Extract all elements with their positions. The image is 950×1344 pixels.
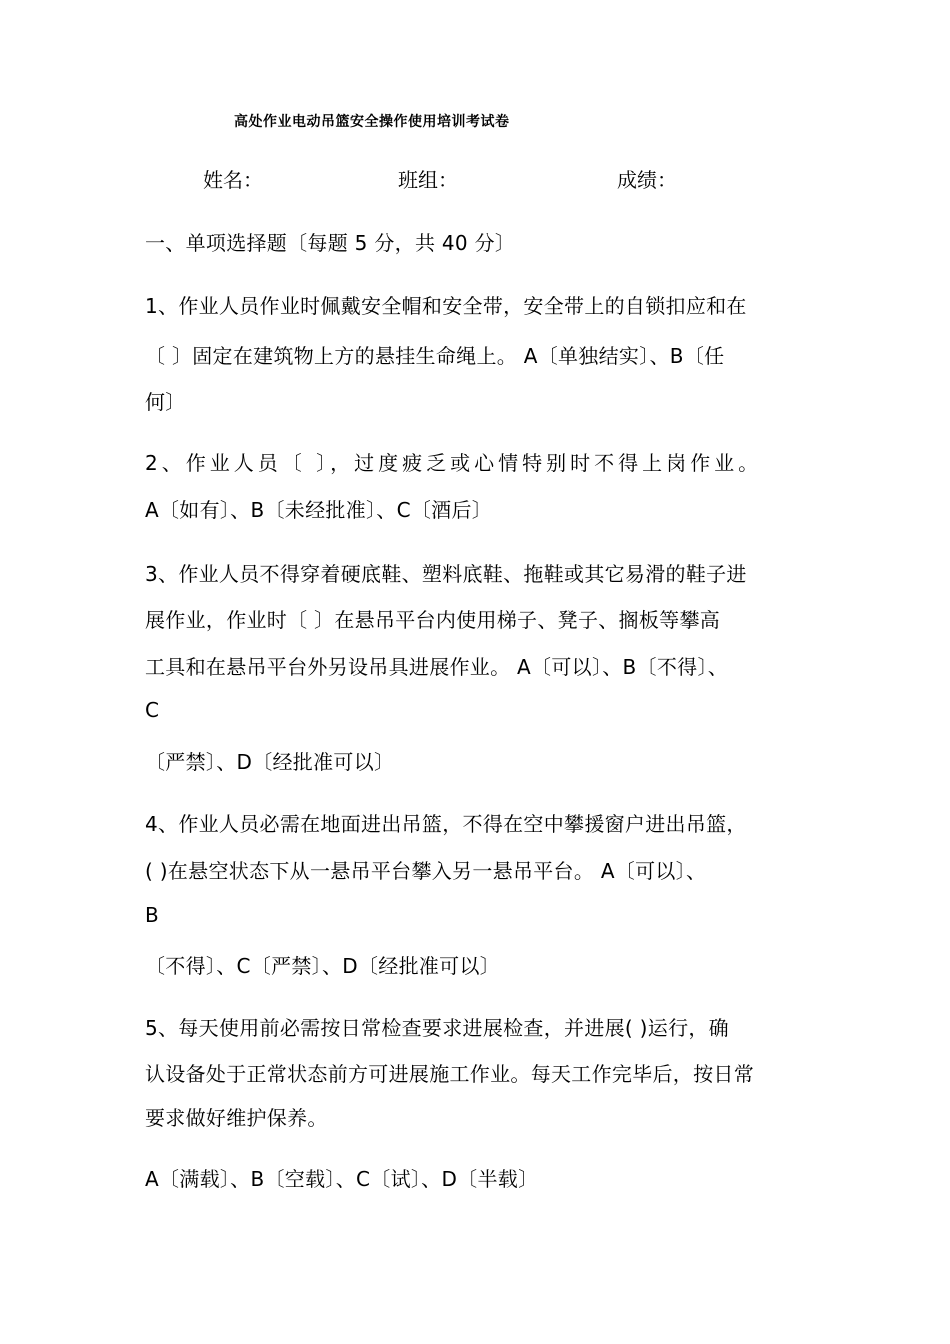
name-label: 姓名： (203, 168, 263, 192)
question-4-line-2: ( )在悬空状态下从一悬吊平台攀入另一悬吊平台。 A〔可以〕、 (145, 859, 707, 883)
score-label: 成绩： (617, 168, 677, 192)
question-1-line-2: 〔 〕固定在建筑物上方的悬挂生命绳上。 A〔单独结实〕、B〔任 (145, 344, 725, 368)
question-2-line-2: A〔如有〕、B〔未经批准〕、C〔酒后〕 (145, 498, 493, 522)
question-5-line-3: 要求做好维护保养。 (145, 1106, 328, 1130)
question-1-line-1: 1、作业人员作业时佩戴安全帽和安全带，安全带上的自锁扣应和在 (145, 294, 747, 318)
exam-title: 高处作业电动吊篮安全操作使用培训考试卷 (234, 114, 510, 130)
question-3-line-5: 〔严禁〕、D〔经批准可以〕 (145, 750, 395, 774)
question-5-line-4: A〔满载〕、B〔空载〕、C〔试〕、D〔半载〕 (145, 1167, 539, 1191)
group-label: 班组： (398, 168, 458, 192)
question-3-line-3: 工具和在悬吊平台外另设吊具进展作业。 A〔可以〕、B〔不得〕、 (145, 655, 729, 679)
question-4-line-4: 〔不得〕、C〔严禁〕、D〔经批准可以〕 (145, 954, 501, 978)
question-5-line-2: 认设备处于正常状态前方可进展施工作业。每天工作完毕后，按日常 (145, 1062, 754, 1086)
question-4-line-3: B (145, 903, 160, 927)
question-1-line-3: 何〕 (145, 390, 186, 414)
question-3-line-4: C (145, 698, 160, 722)
section-heading: 一、单项选择题〔每题 5 分，共 40 分〕 (145, 231, 516, 255)
question-3-line-1: 3、作业人员不得穿着硬底鞋、塑料底鞋、拖鞋或其它易滑的鞋子进 (145, 562, 747, 586)
question-2-line-1: 2、作业人员〔 〕，过度疲乏或心情特别时不得上岗作业。 (145, 451, 763, 475)
question-3-line-2: 展作业，作业时〔 〕在悬吊平台内使用梯子、凳子、搁板等攀高 (145, 608, 721, 632)
question-5-line-1: 5、每天使用前必需按日常检查要求进展检查，并进展( )运行，确 (145, 1016, 729, 1040)
question-4-line-1: 4、作业人员必需在地面进出吊篮，不得在空中攀援窗户进出吊篮， (145, 812, 747, 836)
